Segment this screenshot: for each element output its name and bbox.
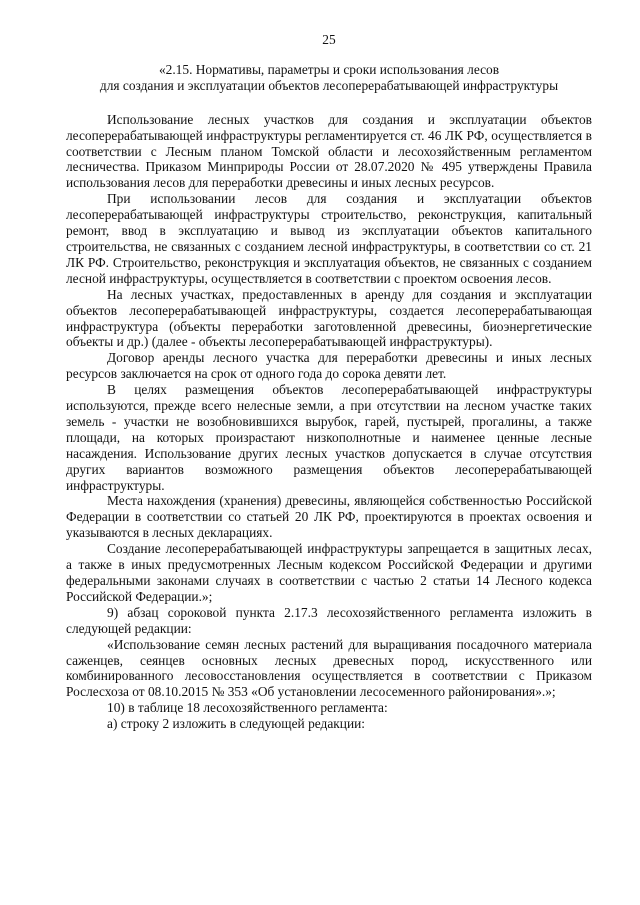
paragraph-4: Договор аренды лесного участка для переработки древесины и иных лесных ресурсов заключается на срок от одного года до сорока девяти лет.	[66, 350, 592, 382]
paragraph-5: В целях размещения объектов лесоперерабатывающей инфраструктуры используются, прежде всего нелесные земли, а при отсутствии на лесном участке таких земель - участки не возобновившихся вырубок, гарей, пустырей, прогалины, а также площади, на которых произрастают низкополнотные и наименее ценные лесные насаждения. Использование других лесных участков допускается в случае отсутствия других вариантов возможного размещения объектов лесоперерабатывающей инфраструктуры.	[66, 382, 592, 493]
paragraph-1: Использование лесных участков для создания и эксплуатации объектов лесоперерабатывающей инфраструктуры регламентируется ст. 46 ЛК РФ, осуществляется в соответствии с Лесным планом Томской области и лесохозяйственным регламентом лесничества. Приказом Минприроды России от 28.07.2020 № 495 утверждены Правила использования лесов для переработки древесины и иных лесных ресурсов.	[66, 111, 592, 191]
paragraph-9: «Использование семян лесных растений для выращивания посадочного материала саженцев, сеянцев основных лесных древесных пород, искусственного или комбинированного лесовосстановления осуществляется в соответствии с Приказом Рослесхоза от 08.10.2015 № 353 «Об установлении лесосеменного районирования».»;	[66, 636, 592, 700]
document-page	[66, 32, 592, 732]
paragraph-3: На лесных участках, предоставленных в аренду для создания и эксплуатации объектов лесоперерабатывающей инфраструктуры, создается лесоперерабатывающая инфраструктура (объекты переработки заготовленной древесины, биоэнергетические объекты и др.) (далее - объекты лесоперерабатывающей инфраструктуры).	[66, 286, 592, 350]
paragraph-2: При использовании лесов для создания и эксплуатации объектов лесоперерабатывающей инфраструктуры строительство, реконструкция, капитальный ремонт, ввод в эксплуатацию и вывод из эксплуатации объектов капитального строительства, не связанных с созданием лесной инфраструктуры, в соответствии со ст. 21 ЛК РФ. Строительство, реконструкция и эксплуатация объектов, не связанных с созданием лесной инфраструктуры, осуществляется в соответствии с проектом освоения лесов.	[66, 191, 592, 286]
page-number: 25	[322, 32, 336, 47]
paragraph-6: Места нахождения (хранения) древесины, являющейся собственностью Российской Федерации в соответствии со статьей 20 ЛК РФ, проектируются в проектах освоения и указываются в лесных декларациях.	[66, 493, 592, 541]
paragraph-10: 10) в таблице 18 лесохозяйственного регламента:	[107, 700, 388, 716]
paragraph-7: Создание лесоперерабатывающей инфраструктуры запрещается в защитных лесах, а также в иных предусмотренных Лесным кодексом Российской Федерации и другими федеральными законами случаях в соответствии с частью 2 статьи 14 Лесного кодекса Российской Федерации.»;	[66, 541, 592, 604]
section-heading-line-2: для создания и эксплуатации объектов лесоперерабатывающей инфраструктуры	[99, 77, 559, 93]
section-heading	[66, 62, 592, 94]
paragraph-11: а) строку 2 изложить в следующей редакции:	[107, 716, 366, 732]
paragraph-8: 9) абзац сороковой пункта 2.17.3 лесохозяйственного регламента изложить в следующей редакции:	[66, 604, 592, 636]
section-heading-line-1: «2.15. Нормативы, параметры и сроки использования лесов	[158, 61, 500, 77]
